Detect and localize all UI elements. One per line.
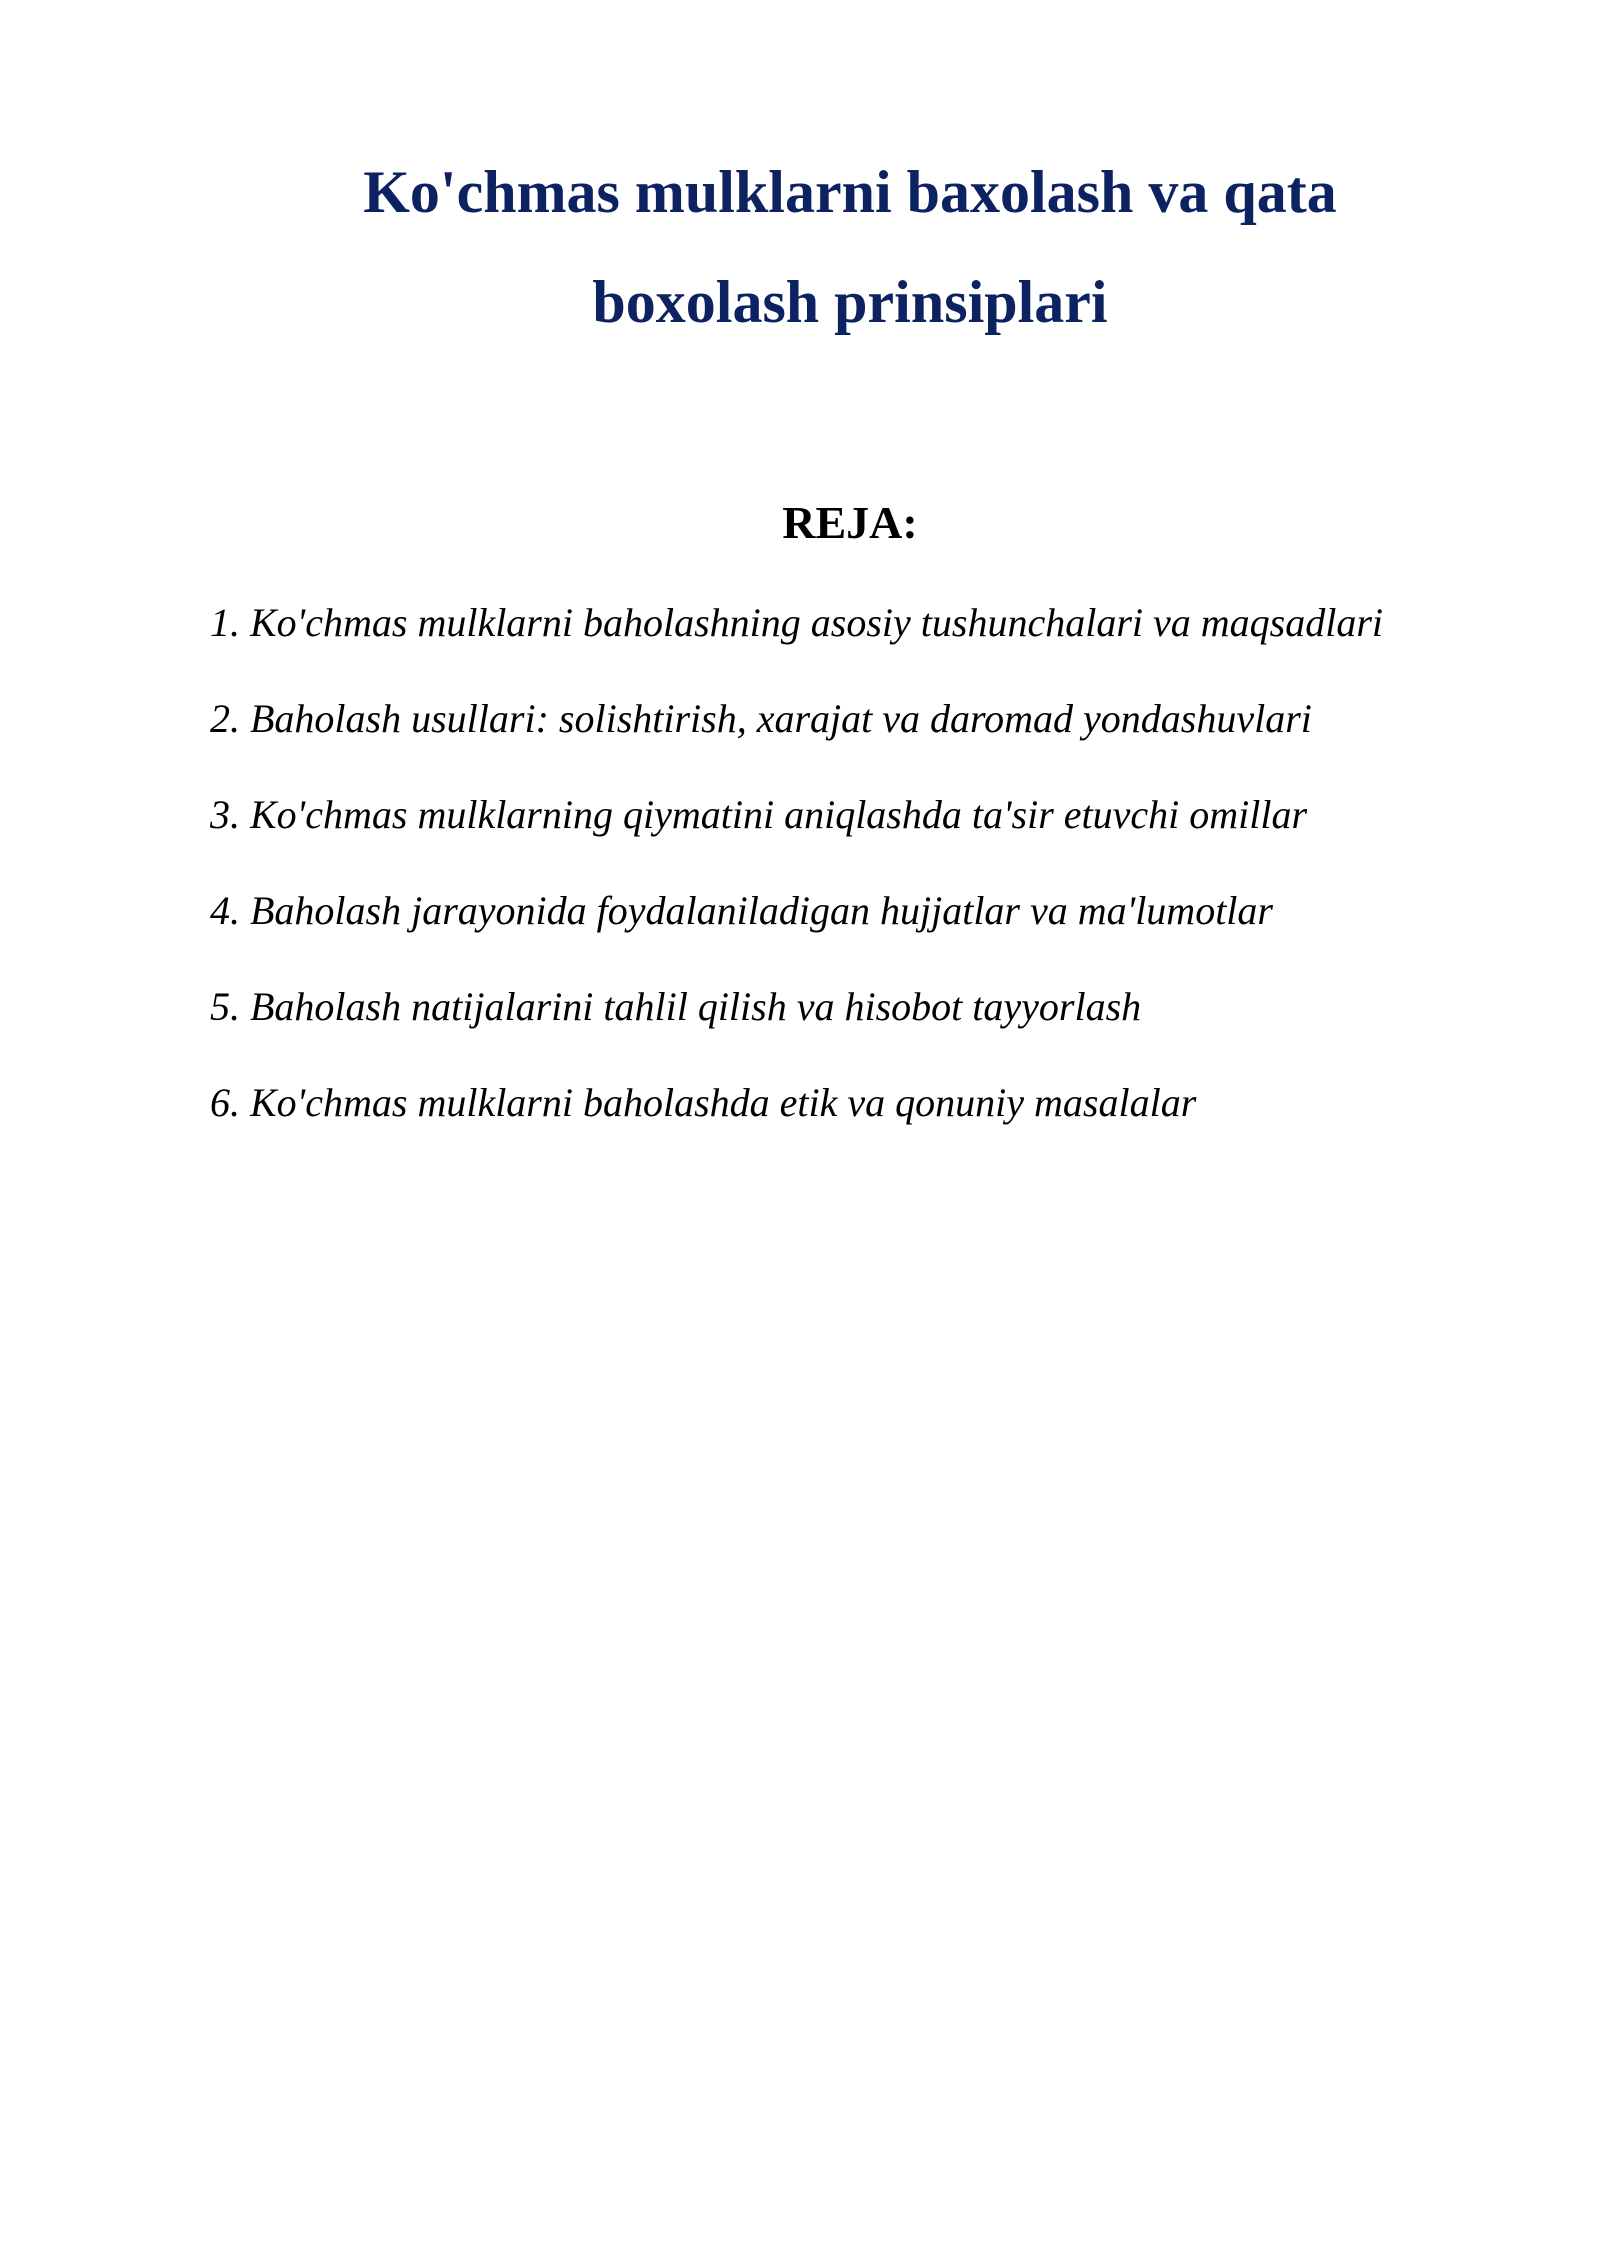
plan-item-4: 4. Baholash jarayonida foydalaniladigan hujjatlar va ma'lumotlar bbox=[210, 888, 1273, 933]
plan-list bbox=[210, 598, 1550, 1174]
plan-item-6: 6. Ko'chmas mulklarni baholashda etik va qonuniy masalalar bbox=[210, 1080, 1197, 1125]
plan-item-3: 3. Ko'chmas mulklarning qiymatini aniqlashda ta'sir etuvchi omillar bbox=[210, 792, 1308, 837]
plan-heading: REJA: bbox=[782, 497, 918, 548]
plan-item-5: 5. Baholash natijalarini tahlil qilish va hisobot tayyorlash bbox=[210, 984, 1142, 1029]
plan-item-2: 2. Baholash usullari: solishtirish, xarajat va daromad yondashuvlari bbox=[210, 696, 1312, 741]
document-title-line-1: Ko'chmas mulklarni baxolash va qata bbox=[363, 159, 1337, 225]
plan-item-1: 1. Ko'chmas mulklarni baholashning asosiy tushunchalari va maqsadlari bbox=[210, 600, 1384, 645]
document-title-line-2: boxolash prinsiplari bbox=[592, 269, 1108, 335]
